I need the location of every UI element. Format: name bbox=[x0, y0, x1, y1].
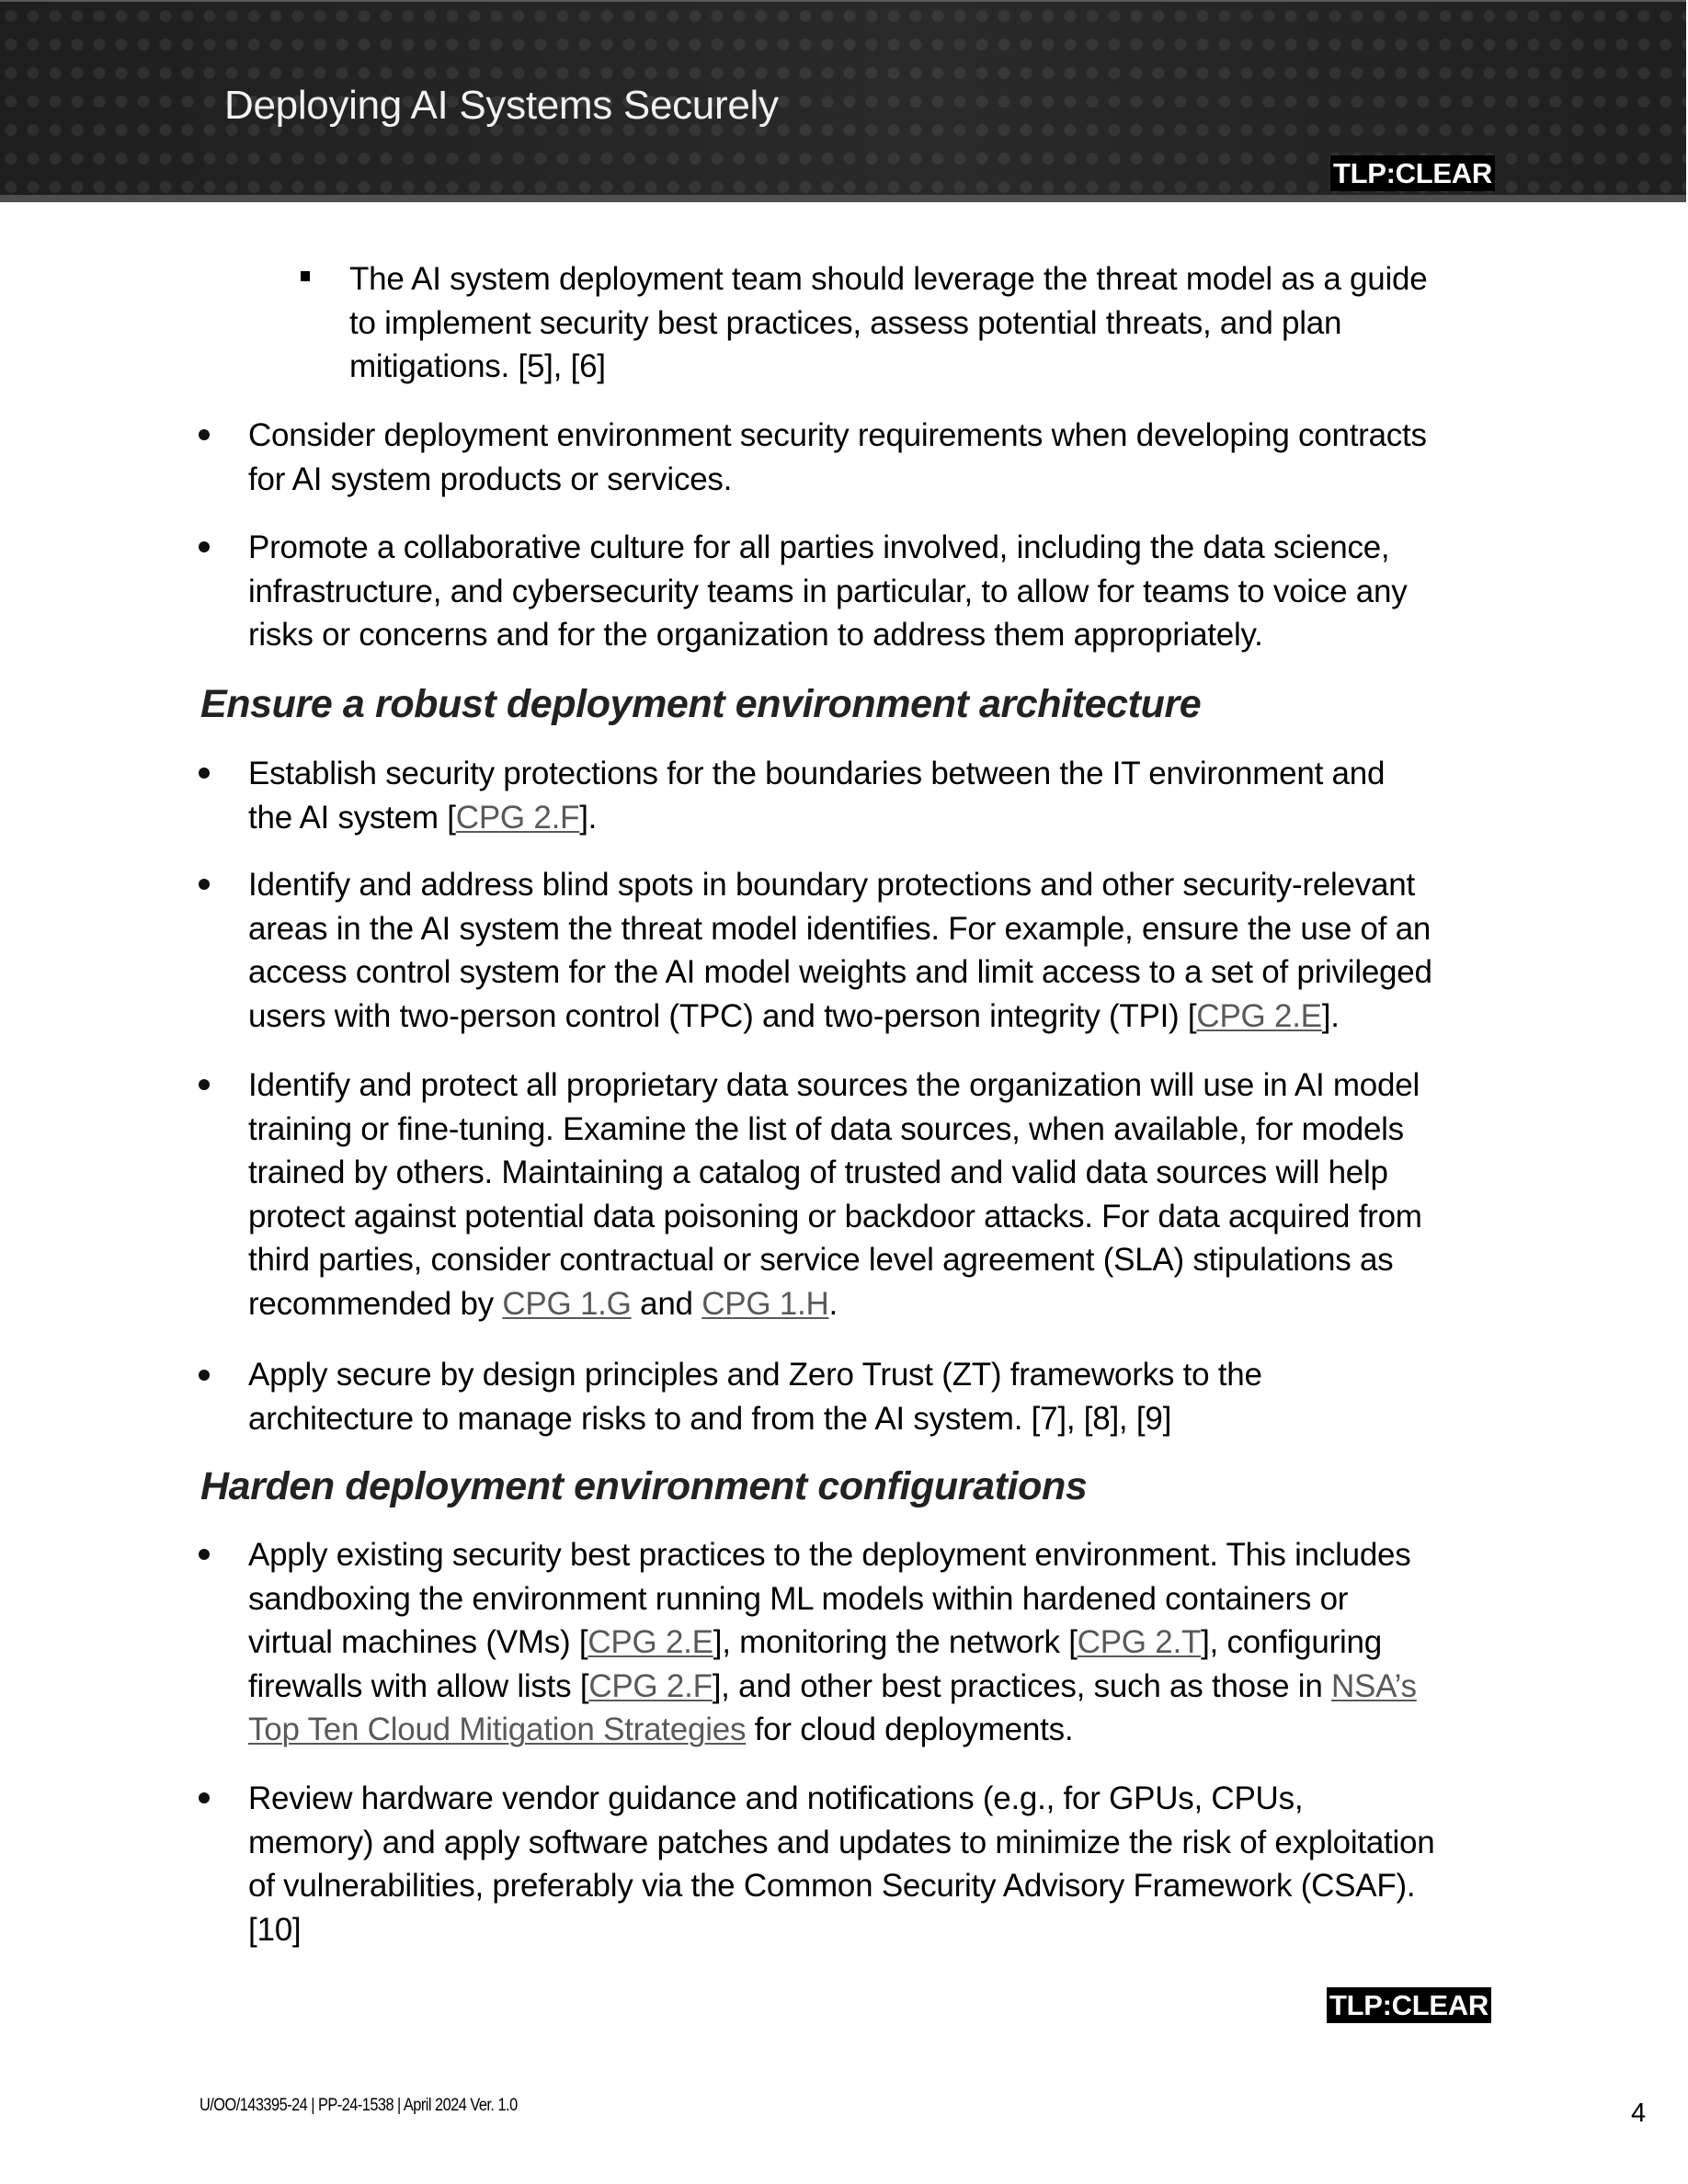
text-segment: sandboxing the environment running ML models within hardened containers or bbox=[248, 1580, 1349, 1617]
text-line bbox=[248, 1151, 1422, 1195]
section-heading: Ensure a robust deployment environment architecture bbox=[200, 682, 1202, 726]
text-line: Consider deployment environment security requirements when developing contracts bbox=[248, 417, 1427, 453]
text-line bbox=[248, 907, 1432, 951]
text-segment: architecture to manage risks to and from the AI system. [7], [8], [9] bbox=[248, 1400, 1172, 1437]
text-line bbox=[248, 1621, 1417, 1665]
text-line bbox=[248, 1864, 1434, 1908]
text-line bbox=[248, 1777, 1434, 1821]
text-segment: third parties, consider contractual or service level agreement (SLA) stipulations as bbox=[248, 1242, 1394, 1278]
tlp-marking-bottom: TLP:CLEAR bbox=[1327, 1987, 1491, 2023]
bullet-icon bbox=[199, 768, 210, 779]
text-line bbox=[248, 1577, 1417, 1621]
square-bullet-icon bbox=[301, 271, 310, 281]
reference-link[interactable]: CPG 2.F bbox=[455, 799, 580, 836]
reference-link[interactable]: CPG 2.E bbox=[587, 1624, 713, 1660]
text-segment: and bbox=[631, 1285, 702, 1322]
text-segment: recommended by bbox=[248, 1285, 503, 1322]
bullet-item bbox=[248, 1353, 1262, 1440]
reference-link[interactable]: CPG 1.G bbox=[502, 1285, 632, 1322]
bullet-icon bbox=[199, 879, 210, 890]
bullet-item bbox=[248, 526, 1407, 657]
reference-link[interactable]: Top Ten Cloud Mitigation Strategies bbox=[248, 1712, 747, 1747]
text-segment: Identify and address blind spots in boundary protections and other security-relevant bbox=[248, 867, 1415, 903]
text-line bbox=[248, 1353, 1262, 1397]
text-segment: of vulnerabilities, preferably via the Common Security Advisory Framework (CSAF). bbox=[248, 1868, 1416, 1904]
text-segment: [10] bbox=[248, 1911, 302, 1948]
text-segment: Apply existing security best practices to the deployment environment. This includes bbox=[248, 1537, 1411, 1573]
text-line bbox=[248, 1708, 1417, 1752]
page-number: 4 bbox=[1631, 2099, 1647, 2128]
bullet-item bbox=[248, 414, 1427, 501]
bullet-icon bbox=[199, 429, 210, 440]
text-segment: . bbox=[828, 1285, 838, 1322]
bullet-item bbox=[248, 863, 1432, 1038]
text-line bbox=[248, 1665, 1417, 1709]
tlp-marking-top: TLP:CLEAR bbox=[1330, 155, 1495, 191]
text-segment: ], monitoring the network [ bbox=[713, 1624, 1078, 1660]
text-line bbox=[248, 752, 1385, 796]
text-line: to implement security best practices, assess potential threats, and plan bbox=[349, 304, 1342, 341]
bullet-item bbox=[248, 752, 1385, 839]
text-line: for AI system products or services. bbox=[248, 461, 733, 497]
text-line bbox=[248, 1195, 1422, 1239]
text-segment: ], and other best practices, such as those in bbox=[712, 1667, 1332, 1704]
text-line: mitigations. [5], [6] bbox=[349, 348, 606, 384]
text-segment: Apply secure by design principles and Zero Trust (ZT) frameworks to the bbox=[248, 1357, 1262, 1393]
bullet-item bbox=[248, 1064, 1422, 1325]
text-segment: protect against potential data poisoning or backdoor attacks. For data acquired from bbox=[248, 1198, 1422, 1234]
reference-link[interactable]: CPG 1.H bbox=[701, 1285, 829, 1322]
text-segment: the AI system [ bbox=[248, 799, 456, 836]
text-line bbox=[248, 1064, 1422, 1108]
text-line bbox=[248, 950, 1432, 995]
text-segment: Review hardware vendor guidance and notifications (e.g., for GPUs, CPUs, bbox=[248, 1780, 1304, 1816]
reference-link[interactable]: CPG 2.T bbox=[1077, 1624, 1202, 1660]
text-line bbox=[248, 796, 1385, 840]
text-segment: access control system for the AI model weights and limit access to a set of privileged bbox=[248, 954, 1432, 990]
text-segment: ]. bbox=[1321, 997, 1340, 1034]
text-segment: Identify and protect all proprietary data sources the organization will use in AI model bbox=[248, 1067, 1420, 1103]
bullet-item bbox=[248, 1533, 1417, 1752]
text-line: risks or concerns and for the organization to address them appropriately. bbox=[248, 617, 1263, 653]
text-segment: training or fine-tuning. Examine the list of data sources, when available, for models bbox=[248, 1110, 1404, 1147]
page-header-banner bbox=[0, 0, 1686, 195]
bullet-icon bbox=[199, 1792, 210, 1803]
text-line bbox=[248, 1821, 1434, 1865]
document-title: Deploying AI Systems Securely bbox=[224, 83, 779, 128]
bullet-icon bbox=[199, 1370, 210, 1381]
text-segment: areas in the AI system the threat model identifies. For example, ensure the use of an bbox=[248, 910, 1431, 947]
reference-link[interactable]: CPG 2.E bbox=[1196, 997, 1322, 1034]
bullet-icon bbox=[199, 1549, 210, 1560]
text-line: infrastructure, and cybersecurity teams in particular, to allow for teams to voice any bbox=[248, 573, 1408, 609]
text-line bbox=[248, 1108, 1422, 1152]
text-line bbox=[248, 1908, 1434, 1952]
text-segment: Establish security protections for the boundaries between the IT environment and bbox=[248, 756, 1386, 791]
section-heading: Harden deployment environment configurations bbox=[200, 1464, 1088, 1508]
text-segment: memory) and apply software patches and updates to minimize the risk of exploitation bbox=[248, 1824, 1435, 1860]
text-line bbox=[248, 995, 1432, 1039]
text-line: The AI system deployment team should leverage the threat model as a guide bbox=[349, 261, 1428, 297]
text-line bbox=[248, 1397, 1262, 1441]
text-segment: ]. bbox=[579, 799, 598, 836]
bullet-item bbox=[248, 1777, 1434, 1951]
text-segment: trained by others. Maintaining a catalog of trusted and valid data sources will help bbox=[248, 1155, 1388, 1190]
text-line: Promote a collaborative culture for all parties involved, including the data science, bbox=[248, 529, 1390, 565]
text-segment: for cloud deployments. bbox=[746, 1712, 1074, 1747]
text-segment: virtual machines (VMs) [ bbox=[248, 1624, 588, 1660]
bullet-icon bbox=[199, 1079, 210, 1090]
text-segment: ], configuring bbox=[1201, 1624, 1382, 1660]
bullet-icon bbox=[199, 541, 210, 552]
text-line bbox=[248, 863, 1432, 907]
text-line bbox=[248, 1238, 1422, 1282]
sub-bullet-item bbox=[349, 257, 1427, 389]
reference-link[interactable]: NSA’s bbox=[1331, 1667, 1417, 1704]
text-line bbox=[248, 1533, 1417, 1577]
text-segment: users with two-person control (TPC) and two-person integrity (TPI) [ bbox=[248, 997, 1197, 1034]
text-line bbox=[248, 1282, 1422, 1326]
text-segment: firewalls with allow lists [ bbox=[248, 1667, 589, 1704]
reference-link[interactable]: CPG 2.F bbox=[588, 1667, 713, 1704]
footer-document-id: U/OO/143395-24 | PP-24-1538 | April 2024 Ver. 1.0 bbox=[200, 2096, 518, 2115]
